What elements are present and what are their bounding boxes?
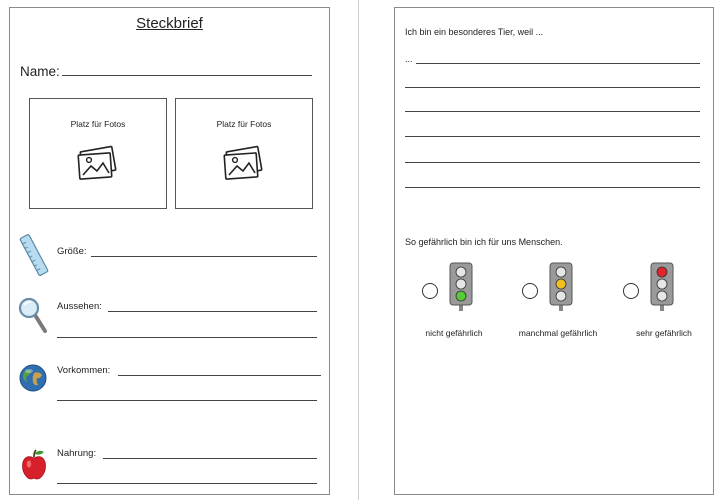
continuation-dots: ... [405, 54, 413, 64]
ruler-icon [17, 232, 51, 278]
intro-text: Ich bin ein besonderes Tier, weil ... [405, 27, 544, 37]
aussehen-label: Aussehen: [57, 301, 102, 312]
name-label: Name: [20, 64, 60, 79]
aussehen-write-line[interactable] [108, 311, 317, 312]
vorkommen-write-line-2[interactable] [57, 400, 317, 401]
danger-level-label-3: sehr gefährlich [636, 328, 692, 338]
photo-box-label: Platz für Fotos [216, 119, 272, 129]
danger-choice-circle-1[interactable] [422, 283, 438, 299]
magnifier-icon [17, 295, 51, 337]
right-worksheet-page [394, 7, 714, 495]
left-worksheet-page [9, 7, 330, 495]
traffic-light-yellow-icon [548, 261, 574, 311]
danger-question: So gefährlich bin ich für uns Menschen. [405, 237, 563, 247]
danger-level-label-2: manchmal gefährlich [518, 328, 598, 338]
nahrung-write-line[interactable] [103, 458, 317, 459]
groesse-write-line[interactable] [91, 256, 317, 257]
reason-write-line-6[interactable] [405, 187, 700, 188]
name-write-line[interactable] [62, 75, 312, 76]
nahrung-label: Nahrung: [57, 448, 97, 459]
aussehen-write-line-2[interactable] [57, 337, 317, 338]
photos-icon [74, 145, 120, 183]
danger-choice-circle-3[interactable] [623, 283, 639, 299]
vorkommen-write-line[interactable] [118, 375, 321, 376]
page-divider [358, 0, 359, 500]
danger-level-label-1: nicht gefährlich [425, 328, 483, 338]
groesse-label: Größe: [57, 246, 87, 257]
reason-write-line-3[interactable] [405, 111, 700, 112]
page-title: Steckbrief [136, 15, 203, 32]
photo-box-1[interactable] [29, 98, 167, 209]
nahrung-write-line-2[interactable] [57, 483, 317, 484]
photo-box-2[interactable] [175, 98, 313, 209]
reason-write-line-1[interactable] [416, 63, 700, 64]
photos-icon [220, 145, 266, 183]
photo-box-label: Platz für Fotos [70, 119, 126, 129]
globe-icon [18, 363, 48, 393]
reason-write-line-2[interactable] [405, 87, 700, 88]
reason-write-line-4[interactable] [405, 136, 700, 137]
apple-icon [20, 448, 48, 482]
traffic-light-green-icon [448, 261, 474, 311]
danger-choice-circle-2[interactable] [522, 283, 538, 299]
traffic-light-red-icon [649, 261, 675, 311]
vorkommen-label: Vorkommen: [57, 365, 111, 376]
reason-write-line-5[interactable] [405, 162, 700, 163]
